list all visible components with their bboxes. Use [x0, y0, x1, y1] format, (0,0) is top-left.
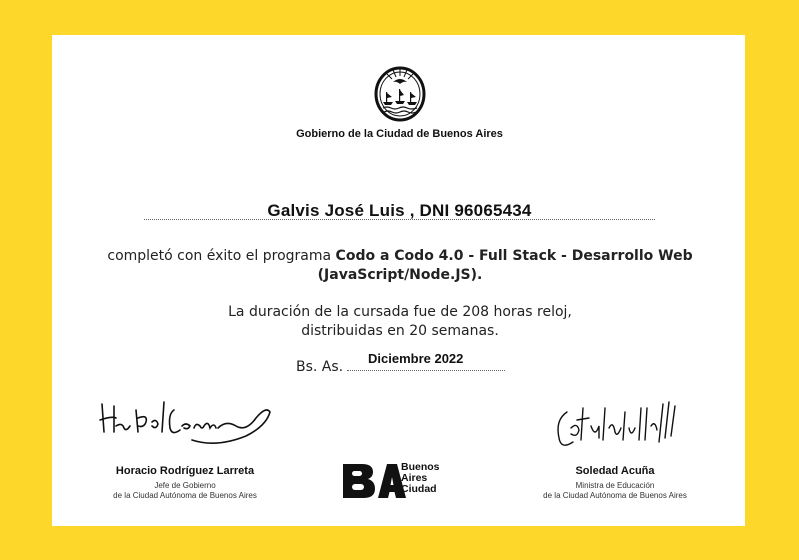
ba-logo-line-2: Aires	[401, 472, 428, 484]
right-signer-role	[514, 481, 716, 501]
duration-line-2: distribuidas en 20 semanas.	[301, 323, 499, 339]
ba-logo-icon	[340, 462, 460, 500]
left-signature-icon	[96, 392, 274, 450]
left-signer-name: Horacio Rodríguez Larreta	[115, 465, 255, 477]
buenos-aires-coat-of-arms-icon	[373, 62, 427, 122]
completion-intro: completó con éxito el programa	[107, 248, 336, 264]
date-value: Diciembre 2022	[368, 351, 464, 366]
right-signer-role-line-1: Ministra de Educación	[575, 481, 655, 490]
right-signature-icon	[553, 398, 683, 456]
ba-logo-line-1: Buenos	[401, 461, 440, 473]
ba-logo-text	[401, 462, 440, 495]
left-signer-role-line-2: de la Ciudad Autónoma de Buenos Aires	[113, 491, 257, 500]
government-title: Gobierno de la Ciudad de Buenos Aires	[296, 128, 503, 140]
ba-logo-line-3: Ciudad	[401, 483, 437, 495]
left-signer-role	[84, 481, 286, 501]
date-place: Bs. As.	[296, 359, 344, 375]
right-signer-name: Soledad Acuña	[575, 465, 655, 477]
program-name: Codo a Codo 4.0 - Full Stack - Desarrollo Web (JavaScript/Node.JS).	[317, 248, 693, 283]
name-underline	[144, 219, 655, 220]
completion-statement	[80, 247, 720, 285]
duration-statement	[150, 303, 650, 341]
duration-line-1: La duración de la cursada fue de 208 horas reloj,	[228, 304, 572, 320]
left-signer-role-line-1: Jefe de Gobierno	[154, 481, 216, 490]
recipient-name: Galvis José Luis , DNI 96065434	[267, 201, 532, 220]
right-signer-role-line-2: de la Ciudad Autónoma de Buenos Aires	[543, 491, 687, 500]
